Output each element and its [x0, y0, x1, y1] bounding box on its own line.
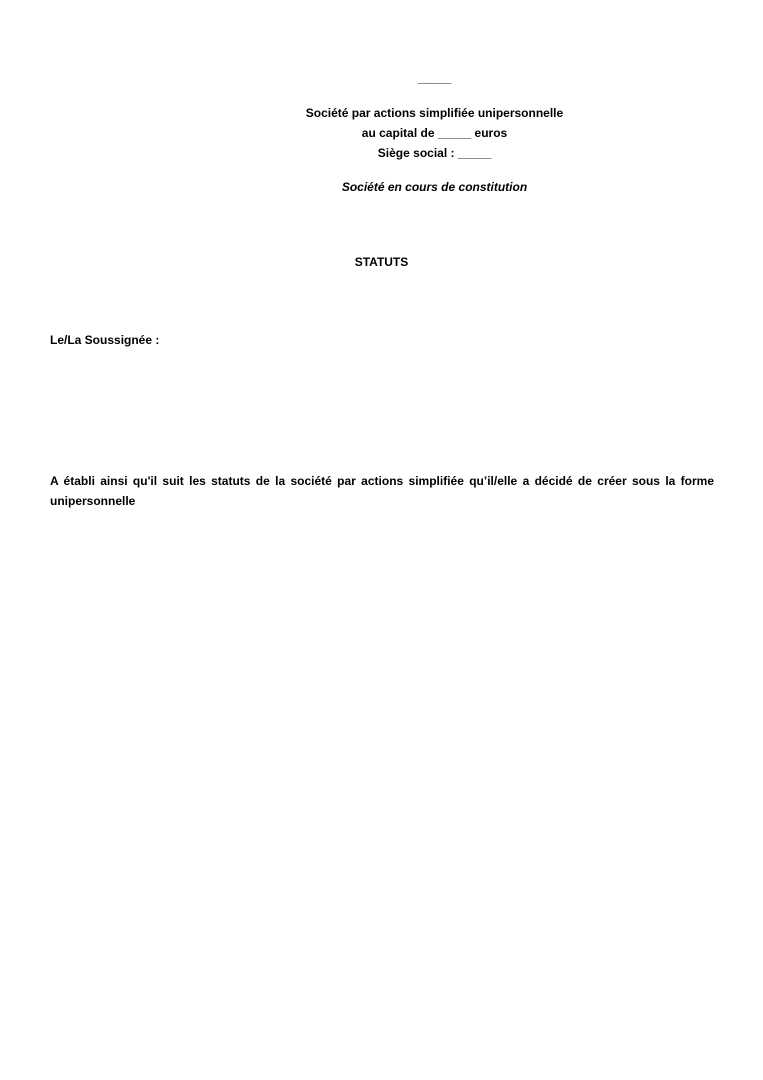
legal-form-line: Société par actions simplifiée unipersonnelle	[305, 106, 564, 120]
capital-line: au capital de _____ euros	[361, 126, 508, 140]
registered-office-line: Siège social : _____	[377, 146, 492, 160]
document-title: STATUTS	[354, 255, 409, 269]
company-header	[53, 103, 763, 163]
preamble-paragraph: A établi ainsi qu'il suit les statuts de la société par actions simplifiée qu’il/elle a décidé de créer sous la forme unipersonnelle	[50, 474, 714, 508]
company-name-placeholder: _____	[417, 71, 452, 85]
constitution-status: Société en cours de constitution	[341, 180, 528, 194]
signatory-label: Le/La Soussignée :	[50, 333, 160, 347]
